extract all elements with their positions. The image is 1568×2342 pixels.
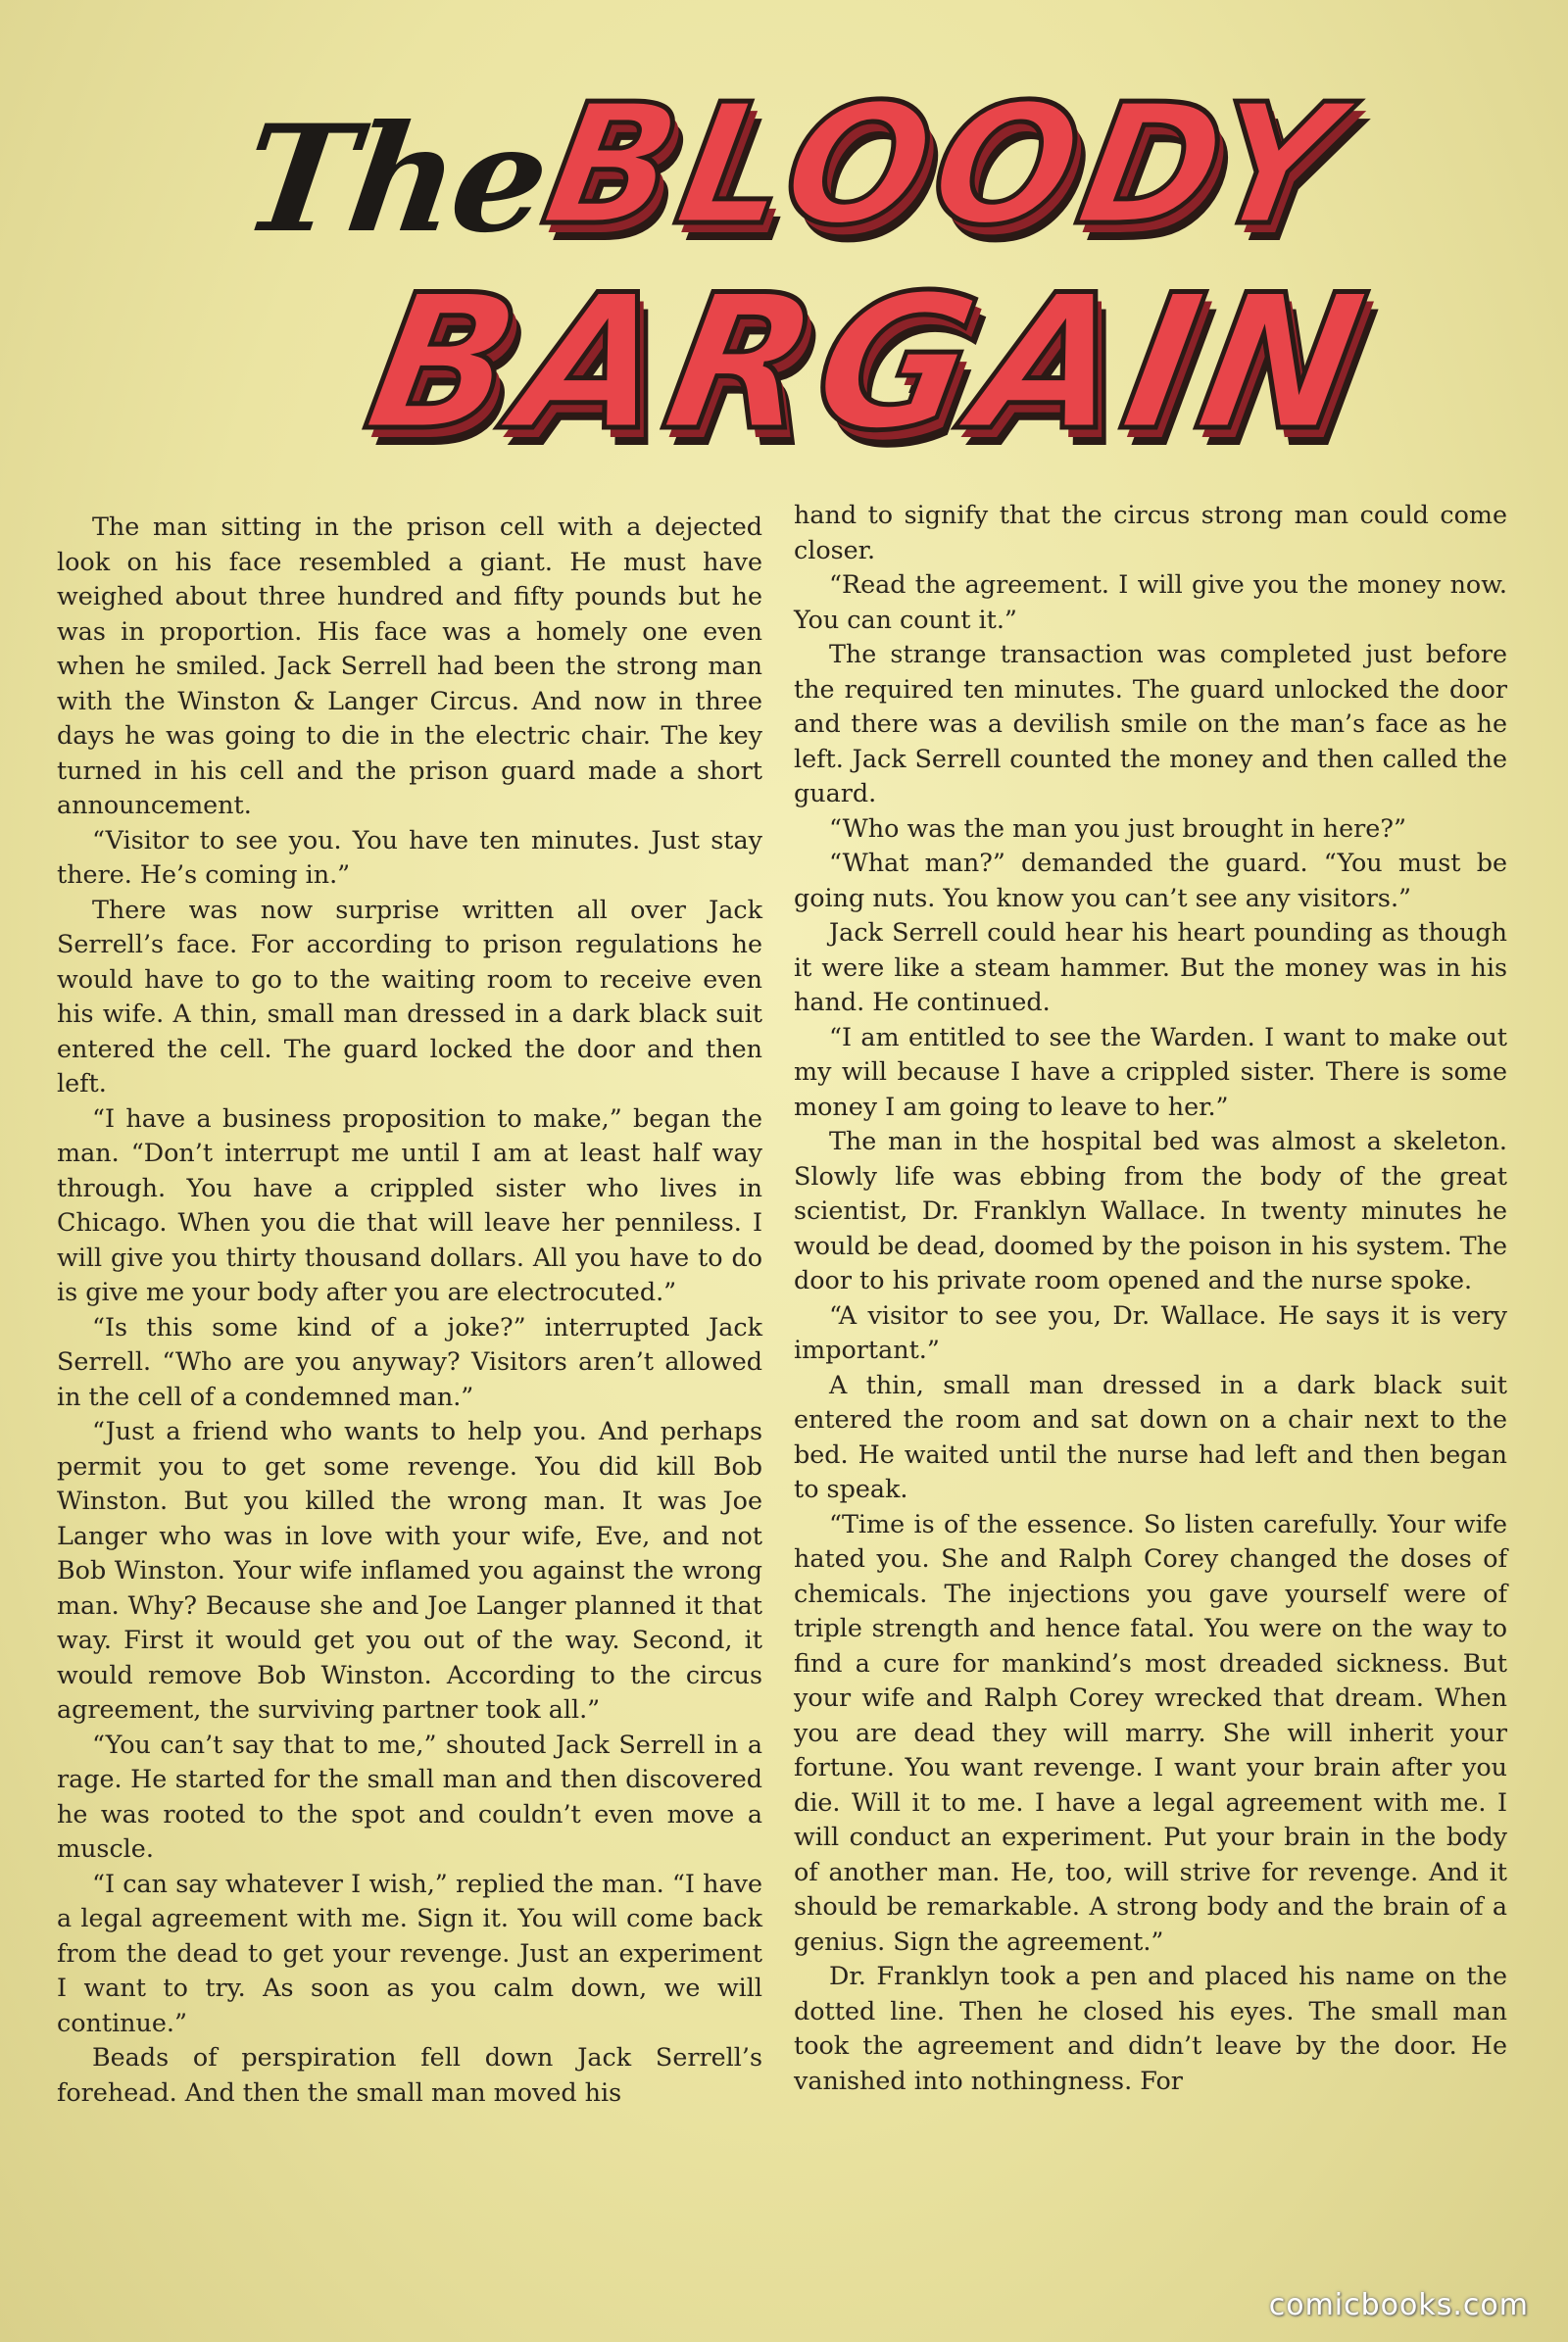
paragraph: “Just a friend who wants to help you. And perhaps permit you to get some revenge. You did kill Bob Winston. But you killed the wrong man. It was Joe Langer who was in love with your wife, Eve, and not Bob Winston. Your wife inflamed you against the wrong man. Why? Because she and Joe Langer planned it that way. First it would get you out of the way. Second, it would remove Bob Winston. According to the circus agreement, the surviving partner took all.” [57,1416,762,1724]
paragraph: There was now surprise written all over Jack Serrell’s face. For according to prison regulations he would have to go to the waiting room to receive even his wife. A thin, small man dressed in a dark black suit entered the cell. The guard locked the door and then left. [57,894,762,1098]
title-bargain: BARGAIN [353,255,1385,471]
paragraph: Jack Serrell could hear his heart pounding as though it were like a steam hammer. But the money was in his hand. He continued. [794,917,1507,1016]
paragraph: Beads of perspiration fell down Jack Serrell’s forehead. And then the small man moved his [57,2042,762,2107]
paragraph: “Time is of the essence. So listen carefully. Your wife hated you. She and Ralph Corey changed the doses of chemicals. The injections you gave yourself were of triple strength and hence fatal. You were on the way to find a cure for mankind’s most dreaded sickness. But your wife and Ralph Corey wrecked that dream. When you are dead they will marry. She will inherit your fortune. You want revenge. I want your brain after you die. Will it to me. I have a legal agreement with me. I will conduct an experiment. Put your brain in the body of another man. He, too, will strive for revenge. And it should be remarkable. A strong body and the brain of a genius. Sign the agreement.” [794,1508,1507,1956]
paragraph: “What man?” demanded the guard. “You must be going nuts. You know you can’t see any visitors.” [794,848,1507,912]
paragraph: The strange transaction was completed just before the required ten minutes. The guard unlocked the door and there was a devilish smile on the man’s face as he left. Jack Serrell counted the money and then called the guard. [794,639,1507,807]
paragraph: “You can’t say that to me,” shouted Jack Serrell in a rage. He started for the small man and then discovered he was rooted to the spot and couldn’t even move a muscle. [57,1729,762,1863]
text-column-left [57,510,762,2110]
paragraph: Dr. Franklyn took a pen and placed his name on the dotted line. Then he closed his eyes. The small man took the agreement and didn’t leave by the door. He vanished into nothingness. For [794,1961,1507,2095]
paragraph: The man sitting in the prison cell with a dejected look on his face resembled a giant. He must have weighed about three hundred and fifty pounds but he was in proportion. His face was a homely one even when he smiled. Jack Serrell had been the strong man with the Winston & Langer Circus. And now in three days he was going to die in the electric chair. The key turned in his cell and the prison guard made a short announcement. [57,512,762,819]
text-column-right [794,498,1507,2098]
paragraph: “A visitor to see you, Dr. Wallace. He says it is very important.” [794,1299,1507,1364]
paragraph: “I am entitled to see the Warden. I want to make out my will because I have a crippled sister. There is some money I am going to leave to her.” [794,1021,1507,1121]
paragraph: “I can say whatever I wish,” replied the man. “I have a legal agreement with me. Sign it. You will come back from the dead to get your revenge. Just an experiment I want to try. As soon as you calm down, we will continue.” [57,1868,762,2037]
title-bloody: BLOODY [531,69,1358,263]
paragraph: “I have a business proposition to make,” began the man. “Don’t interrupt me until I am at least half way through. You have a crippled sister who lives in Chicago. When you die that will leave her penniless. I will give you thirty thousand dollars. All you have to do is give me your body after you are electrocuted.” [57,1102,762,1306]
paragraph: “Who was the man you just brought in here?” [829,812,1406,843]
paragraph: A thin, small man dressed in a dark black suit entered the room and sat down on a chair next to the bed. He waited until the nurse had left and then began to speak. [794,1369,1507,1503]
paragraph: The man in the hospital bed was almost a skeleton. Slowly life was ebbing from the body of the great scientist, Dr. Franklyn Wallace. In twenty minutes he would be dead, doomed by the poison in his system. The door to his private room opened and the nurse spoke. [794,1126,1507,1294]
paragraph: “Visitor to see you. You have ten minutes. Just stay there. He’s coming in.” [57,824,762,889]
story-title [0,0,1568,510]
paragraph: hand to signify that the circus strong man could come closer. [794,500,1507,564]
paragraph: “Is this some kind of a joke?” interrupted Jack Serrell. “Who are you anyway? Visitors aren’t allowed in the cell of a condemned man.” [57,1311,762,1411]
paragraph: “Read the agreement. I will give you the money now. You can count it.” [794,569,1507,634]
site-watermark: comicbooks.com [1268,2288,1529,2322]
title-the: The [232,93,556,266]
